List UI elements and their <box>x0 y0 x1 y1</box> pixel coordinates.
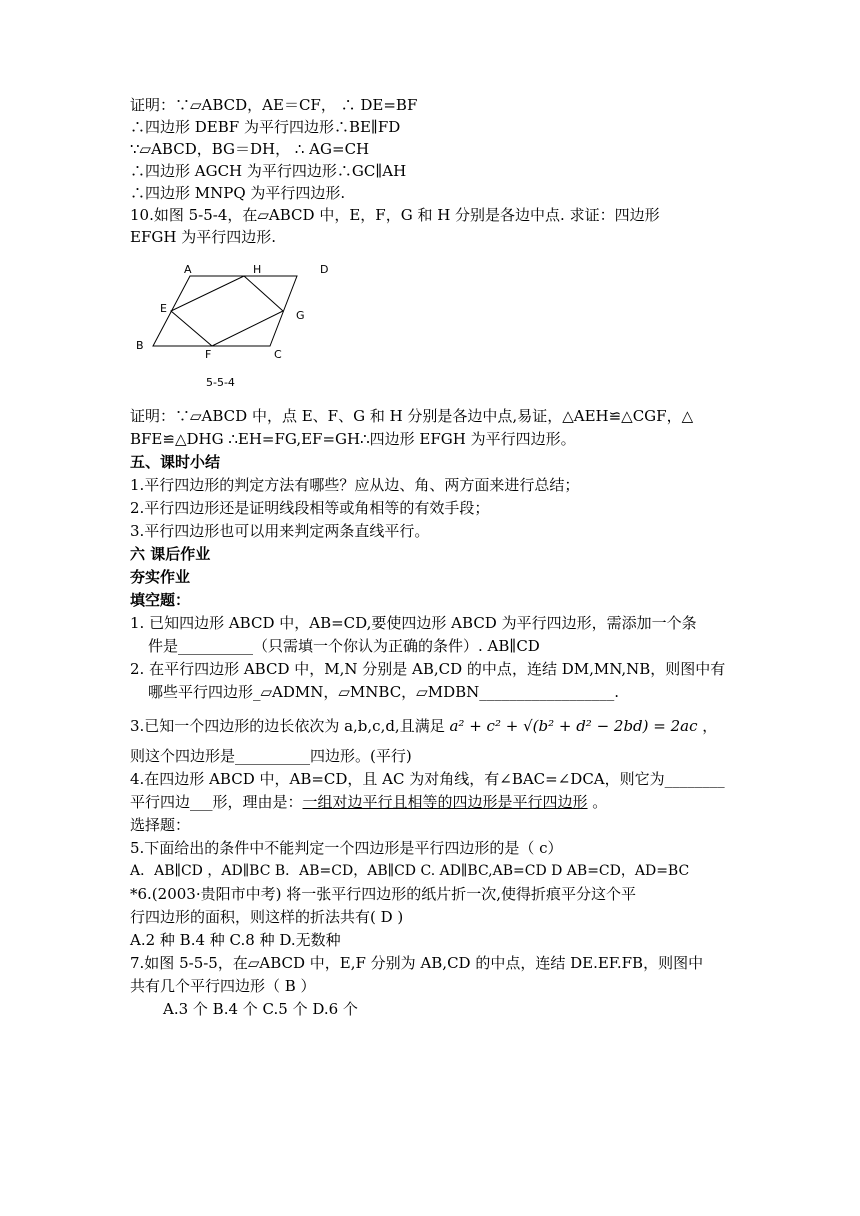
question-6-line-1: *6.(2003·贵阳市中考) 将一张平行四边形的纸片折一次,使得折痕平分这个平 <box>130 885 636 903</box>
question-1-line-2: 件是__________（只需填一个你认为正确的条件）. AB∥CD <box>148 637 540 655</box>
section-homework-heading: 六 课后作业 <box>130 545 211 563</box>
question-7-line-1: 7.如图 5-5-5，在▱ABCD 中，E,F 分别为 AB,CD 的中点，连结 DE.EF.FB，则图中 <box>130 954 704 972</box>
question-3-text: 3.已知一个四边形的边长依次为 a,b,c,d,且满足 <box>130 717 445 735</box>
question-6-line-2: 行四边形的面积，则这样的折法共有( D ) <box>130 908 404 926</box>
question-1-line-1: 1. 已知四边形 ABCD 中，AB=CD,要使四边形 ABCD 为平行四边形，需添加一个条 <box>130 614 697 632</box>
question-3-line-2: 则这个四边形是__________四边形。(平行) <box>130 747 412 765</box>
label-b: B <box>136 339 144 352</box>
label-h: H <box>253 263 262 276</box>
summary-item-3: 3.平行四边形也可以用来判定两条直线平行。 <box>130 522 430 540</box>
fill-in-heading: 填空题： <box>130 591 191 609</box>
question-3-comma: ， <box>702 717 718 735</box>
label-c: C <box>274 348 282 361</box>
figure-caption: 5-5-4 <box>206 376 235 389</box>
section-summary-heading: 五、课时小结 <box>130 453 221 471</box>
question-4-end: 。 <box>587 793 608 811</box>
question-4-line-1: 4.在四边形 ABCD 中，AB=CD，且 AC 为对角线，有∠BAC=∠DCA，则它为________ <box>130 770 725 788</box>
proof-line-5: ∴四边形 MNPQ 为平行四边形. <box>130 184 346 202</box>
question-3-equation: a² + c² + √(b² + d² − 2bd) = 2ac <box>449 717 698 735</box>
homework-subheading: 夯实作业 <box>130 568 191 586</box>
problem-10-line-1: 10.如图 5-5-4，在▱ABCD 中，E，F，G 和 H 分别是各边中点. 求证：四边形 <box>130 206 660 224</box>
label-g: G <box>296 309 305 322</box>
question-2-line-2: 哪些平行四边形_▱ADMN，▱MNBC，▱MDBN__________________. <box>148 683 620 701</box>
problem-10-line-2: EFGH 为平行四边形. <box>130 228 276 246</box>
proof-10-line-2: BFE≌△DHG ∴EH=FG,EF=GH∴四边形 EFGH 为平行四边形。 <box>130 430 576 448</box>
summary-item-1: 1.平行四边形的判定方法有哪些？应从边、角、两方面来进行总结； <box>130 476 580 494</box>
question-6-options: A.2 种 B.4 种 C.8 种 D.无数种 <box>130 931 341 949</box>
question-5-line-1: 5.下面给出的条件中不能判定一个四边形是平行四边形的是（ c） <box>130 839 563 857</box>
proof-line-1: 证明：∵▱ABCD，AE＝CF， ∴ DE=BF <box>130 96 418 114</box>
proof-line-4: ∴四边形 AGCH 为平行四边形∴GC∥AH <box>130 162 407 180</box>
quadrilateral-efgh <box>171 276 283 346</box>
question-5-options: A．AB∥CD ，AD∥BC B．AB=CD，AB∥CD C. AD∥BC,AB=CD D AB=CD，AD=BC <box>130 863 690 879</box>
question-7-options: A.3 个 B.4 个 C.5 个 D.6 个 <box>163 1000 358 1018</box>
label-a: A <box>184 263 192 276</box>
proof-line-3: ∵▱ABCD，BG＝DH， ∴ AG=CH <box>130 140 370 158</box>
question-4-reason: 一组对边平行且相等的四边形是平行四边形 <box>302 793 588 811</box>
question-2-line-1: 2. 在平行四边形 ABCD 中，M,N 分别是 AB,CD 的中点，连结 DM,MN,NB，则图中有 <box>130 660 726 678</box>
proof-line-2: ∴四边形 DEBF 为平行四边形∴BE∥FD <box>130 118 401 136</box>
question-4-answer: 平行四边___形，理由是： <box>130 793 303 811</box>
choice-heading: 选择题： <box>130 816 191 834</box>
parallelogram-abcd <box>153 276 297 346</box>
question-3-line-1 <box>130 715 730 737</box>
label-e: E <box>160 302 167 315</box>
label-f: F <box>205 348 212 361</box>
question-7-line-2: 共有几个平行四边形（ B ） <box>130 977 316 995</box>
parallelogram-figure <box>130 260 370 395</box>
question-4-line-2 <box>130 791 730 813</box>
summary-item-2: 2.平行四边形还是证明线段相等或角相等的有效手段； <box>130 499 490 517</box>
proof-10-line-1: 证明：∵▱ABCD 中，点 E、F、G 和 H 分别是各边中点,易证，△AEH≌△CGF，△ <box>130 407 694 425</box>
label-d: D <box>320 263 329 276</box>
